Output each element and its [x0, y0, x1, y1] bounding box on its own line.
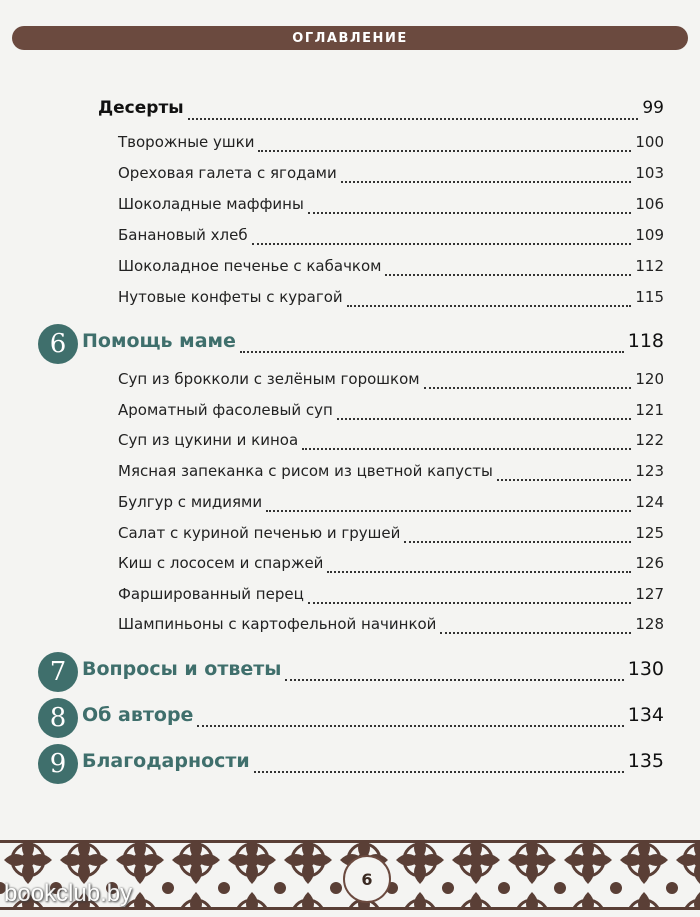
- toc-entry-page: 124: [635, 493, 664, 511]
- toc-entry-title: Фаршированный перец: [118, 585, 304, 603]
- toc-entry: [0, 130, 700, 160]
- toc-entry-title: Ароматный фасолевый суп: [118, 401, 333, 419]
- toc-entry: [0, 521, 700, 551]
- toc-entry-title: Киш с лососем и спаржей: [118, 554, 324, 572]
- toc-entry: [0, 582, 700, 612]
- toc-entry-title: Об авторе: [82, 704, 194, 726]
- page-title: ОГЛАВЛЕНИЕ: [292, 30, 408, 46]
- dot-leader: [440, 632, 631, 634]
- dot-leader: [197, 725, 624, 727]
- toc-entry-page: 118: [627, 330, 664, 352]
- chapter-number-badge: 7: [38, 652, 78, 692]
- toc-entry-page: 99: [642, 98, 664, 118]
- dot-leader: [347, 305, 631, 307]
- toc-entry: [0, 551, 700, 581]
- dot-leader: [188, 118, 638, 120]
- dot-leader: [327, 571, 631, 573]
- toc-entry-page: 126: [635, 554, 664, 572]
- toc-entry-page: 127: [635, 585, 664, 603]
- toc-entry-title: Шампиньоны с картофельной начинкой: [118, 615, 437, 633]
- dot-leader: [254, 771, 624, 773]
- toc-entry: [0, 192, 700, 222]
- toc-entry: [0, 223, 700, 253]
- chapter-number-badge: 6: [38, 324, 78, 364]
- toc-entry-page: 123: [635, 462, 664, 480]
- dot-leader: [424, 387, 631, 389]
- toc-category: [0, 97, 700, 127]
- toc-entry-title: Благодарности: [82, 750, 250, 772]
- toc-entry-title: Нутовые конфеты с курагой: [118, 288, 343, 306]
- toc-entry-title: Банановый хлеб: [118, 226, 248, 244]
- toc-entry-page: 115: [635, 288, 664, 306]
- toc-entry-page: 120: [635, 370, 664, 388]
- toc-entry-page: 125: [635, 524, 664, 542]
- toc-entry: [0, 612, 700, 642]
- toc-entry-page: 130: [627, 658, 664, 680]
- toc-entry-title: Салат с куриной печенью и грушей: [118, 524, 401, 542]
- chapter-number-badge: 9: [38, 744, 78, 784]
- toc-entry-title: Помощь маме: [82, 330, 236, 352]
- dot-leader: [308, 602, 631, 604]
- dot-leader: [252, 243, 631, 245]
- toc-entry: [0, 285, 700, 315]
- toc-entry: [0, 428, 700, 458]
- toc-entry-title: Десерты: [98, 98, 184, 118]
- toc-entry-title: Шоколадное печенье с кабачком: [118, 257, 382, 275]
- toc-entry-page: 103: [635, 164, 664, 182]
- toc-entry-title: Шоколадные маффины: [118, 195, 304, 213]
- toc-entry-page: 134: [627, 704, 664, 726]
- toc-chapter: [0, 326, 700, 359]
- dot-leader: [302, 448, 631, 450]
- dot-leader: [341, 181, 631, 183]
- toc-entry-page: 121: [635, 401, 664, 419]
- toc-entry-title: Мясная запеканка с рисом из цветной капусты: [118, 462, 493, 480]
- dot-leader: [266, 510, 631, 512]
- dot-leader: [404, 541, 631, 543]
- toc-entry-page: 112: [635, 257, 664, 275]
- toc-chapter: [0, 746, 700, 779]
- header-bar: [12, 26, 688, 50]
- toc-entry: [0, 398, 700, 428]
- page-number: 6: [343, 855, 391, 903]
- toc-entry: [0, 161, 700, 191]
- watermark: bookclub.by: [4, 880, 133, 907]
- toc-entry: [0, 459, 700, 489]
- toc-entry-page: 106: [635, 195, 664, 213]
- toc-entry-page: 122: [635, 431, 664, 449]
- toc-entry: [0, 490, 700, 520]
- dot-leader: [337, 418, 631, 420]
- dot-leader: [285, 679, 624, 681]
- toc-entry-title: Суп из брокколи с зелёным горошком: [118, 370, 420, 388]
- toc-entry-title: Творожные ушки: [118, 133, 255, 151]
- toc-entry-page: 100: [635, 133, 664, 151]
- toc-entry-page: 109: [635, 226, 664, 244]
- toc-entry-title: Булгур с мидиями: [118, 493, 263, 511]
- toc-entry: [0, 254, 700, 284]
- toc-entry-page: 135: [627, 750, 664, 772]
- toc-entry-title: Суп из цукини и киноа: [118, 431, 299, 449]
- toc-entry-page: 128: [635, 615, 664, 633]
- dot-leader: [308, 212, 631, 214]
- toc-chapter: [0, 700, 700, 733]
- chapter-number-badge: 8: [38, 698, 78, 738]
- toc-entry-title: Вопросы и ответы: [82, 658, 282, 680]
- toc-entry: [0, 367, 700, 397]
- dot-leader: [385, 274, 631, 276]
- dot-leader: [497, 479, 631, 481]
- toc-chapter: [0, 654, 700, 687]
- toc-entry-title: Ореховая галета с ягодами: [118, 164, 337, 182]
- dot-leader: [258, 150, 631, 152]
- dot-leader: [240, 351, 624, 353]
